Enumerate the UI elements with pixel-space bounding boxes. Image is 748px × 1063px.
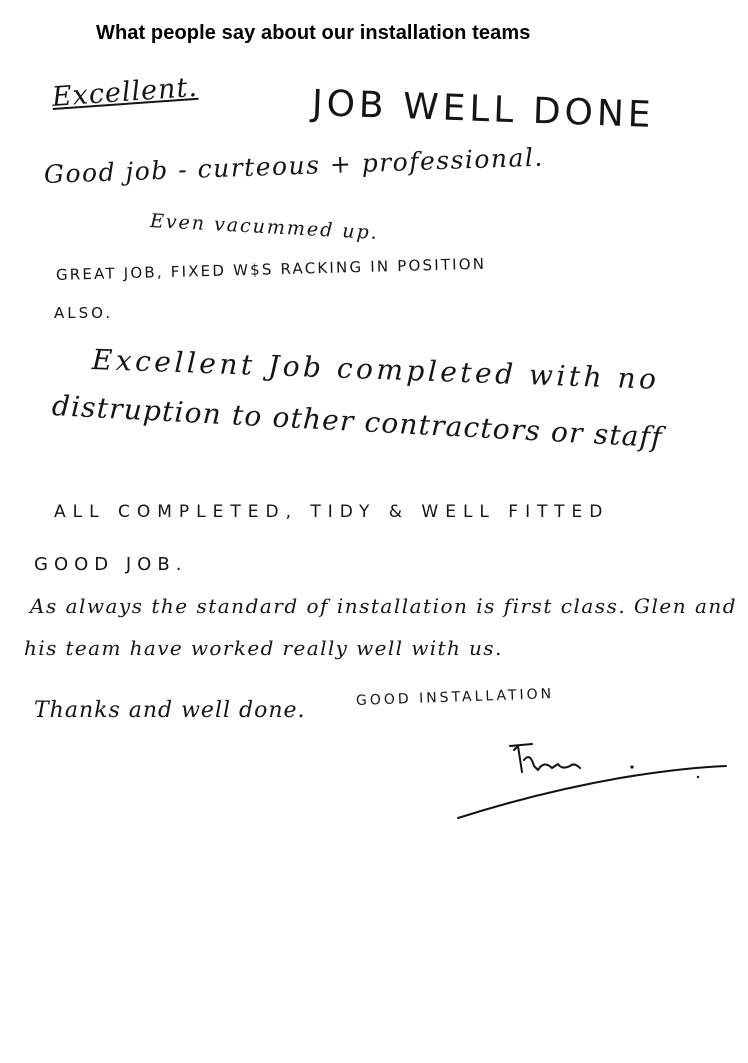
comment-as-always-line1: As always the standard of installation is first class. Glen and [30,594,738,618]
comment-good-job: GOOD JOB. [34,554,188,575]
comment-excellent: Excellent. [50,71,199,113]
comment-as-always-line2: his team have worked really well with us. [24,636,503,660]
comment-thanks-well-done: Thanks and well done. [34,698,306,723]
comment-even-vacuumed: Even vacummed up. [149,210,380,244]
comment-excellent-job-line1: Excellent Job completed with no [91,343,660,396]
handwritten-signature-icon [440,722,740,832]
comment-all-completed: ALL COMPLETED, TIDY & WELL FITTED [54,502,610,522]
page-title: What people say about our installation teams [96,22,531,44]
comment-great-job-racking: GREAT JOB, FIXED W$S RACKING IN POSITION [55,254,487,284]
comment-great-job-also: ALSO. [54,304,114,322]
comment-job-well-done: JOB WELL DONE [311,83,656,136]
comment-good-job-courteous: Good job - curteous + professional. [43,142,545,189]
comment-good-installation: GOOD INSTALLATION [355,686,555,709]
comment-excellent-job-line2: distruption to other contractors or staff [51,389,664,454]
